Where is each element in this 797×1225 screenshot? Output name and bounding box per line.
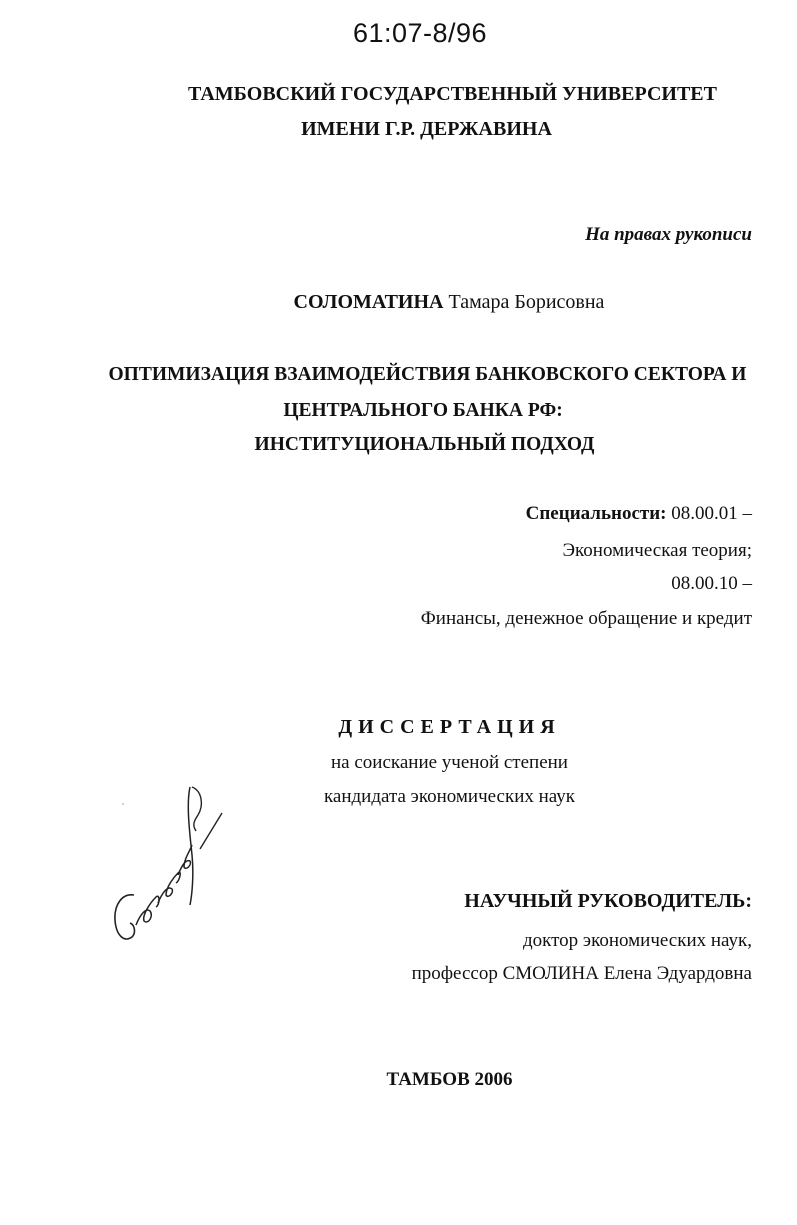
degree-line2: кандидата экономических наук bbox=[323, 786, 576, 807]
rights-note: На правах рукописи bbox=[585, 224, 752, 245]
specialties-label: Специальности: bbox=[525, 503, 667, 524]
degree-line1: на соискание ученой степени bbox=[331, 752, 568, 773]
supervisor-degree: доктор экономических наук, bbox=[522, 930, 752, 951]
university-name-line2: ИМЕНИ Г.Р. ДЕРЖАВИНА bbox=[301, 118, 552, 140]
catalog-code: 61:07-8/96 bbox=[352, 18, 488, 48]
handwritten-signature bbox=[100, 775, 235, 955]
specialty-code-1: 08.00.01 – bbox=[666, 503, 752, 524]
specialty-name-1: Экономическая теория; bbox=[562, 540, 752, 561]
dissertation-title-line2: ЦЕНТРАЛЬНОГО БАНКА РФ: bbox=[283, 400, 563, 421]
author-given-names: Тамара Борисовна bbox=[443, 291, 605, 313]
dissertation-heading: ДИССЕРТАЦИЯ bbox=[338, 716, 561, 738]
dissertation-title-line1: ОПТИМИЗАЦИЯ ВЗАИМОДЕЙСТВИЯ БАНКОВСКОГО СЕКТОРА И bbox=[108, 364, 747, 385]
dissertation-title-line3: ИНСТИТУЦИОНАЛЬНЫЙ ПОДХОД bbox=[254, 434, 595, 455]
supervisor-name: профессор СМОЛИНА Елена Эдуардовна bbox=[411, 963, 752, 984]
specialty-code-2: 08.00.10 – bbox=[671, 573, 752, 594]
university-name-line1: ТАМБОВСКИЙ ГОСУДАРСТВЕННЫЙ УНИВЕРСИТЕТ bbox=[188, 83, 717, 105]
author-name bbox=[0, 291, 797, 314]
author-surname: СОЛОМАТИНА bbox=[293, 291, 444, 313]
specialty-name-2: Финансы, денежное обращение и кредит bbox=[420, 608, 752, 629]
supervisor-label: НАУЧНЫЙ РУКОВОДИТЕЛЬ: bbox=[464, 890, 752, 912]
city-year: ТАМБОВ 2006 bbox=[386, 1069, 513, 1090]
specialties-line bbox=[526, 503, 752, 525]
